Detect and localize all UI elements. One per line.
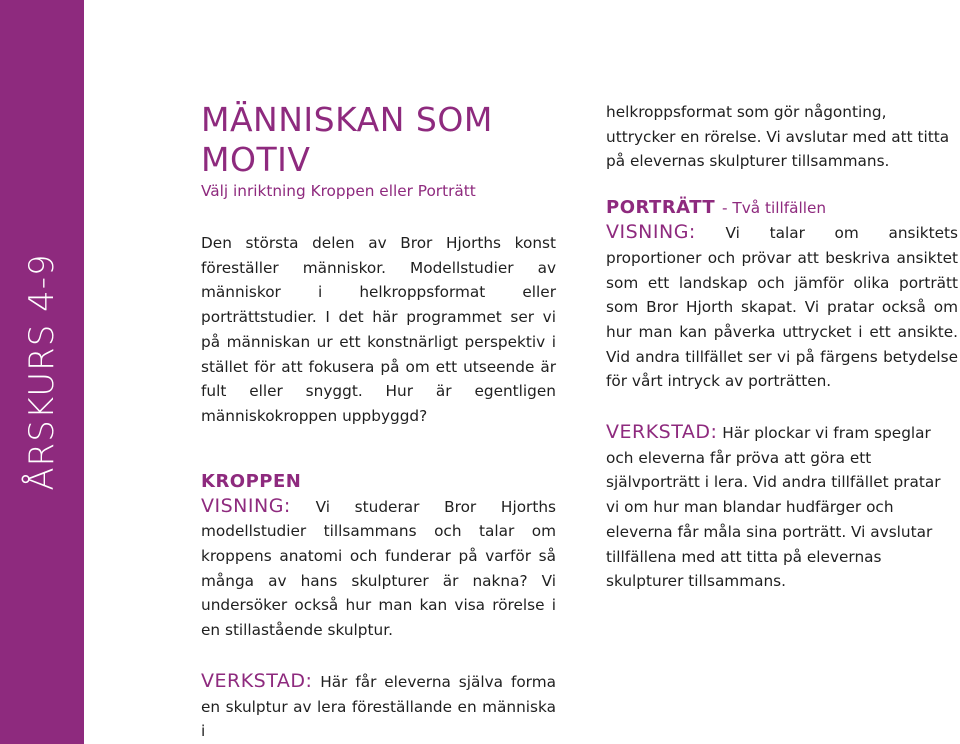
grade-label: ÅRSKURS 4-9 — [22, 253, 62, 491]
page-subtitle: Välj inriktning Kroppen eller Porträtt — [201, 182, 476, 200]
kroppen-visning-text: Vi studerar Bror Hjorths modellstudier tillsammans och talar om kroppens anatomi och funderar på varför så många av hans skulpturer är nakna? Vi undersöker också hur man kan visa rörelse i en stillastående skulptur. — [201, 497, 556, 640]
portratt-visning-paragraph — [606, 220, 958, 394]
verkstad-label: VERKSTAD: — [606, 421, 718, 444]
visning-label: VISNING: — [606, 221, 696, 244]
kroppen-verkstad-text: Här får eleverna själva forma en skulptur av lera föreställande en människa i — [201, 672, 556, 741]
kroppen-heading: KROPPEN — [201, 470, 302, 492]
visning-label: VISNING: — [201, 494, 291, 517]
portratt-verkstad-paragraph — [606, 420, 958, 594]
continued-paragraph: helkroppsformat som gör någonting, uttrycker en rörelse. Vi avslutar med att titta på elevernas skulpturer tillsammans. — [606, 103, 950, 171]
intro-paragraph: Den största delen av Bror Hjorths konst föreställer människor. Modellstudier av människor i helkroppsformat eller porträttstudier. I det här programmet ser vi på människan ur ett konstnärligt perspektiv i stället för att fokusera på om ett utseende är fult eller snyggt. Hur är egentligen människokroppen uppbyggd? — [201, 234, 556, 425]
title-line-1: MÄNNISKAN SOM — [201, 100, 493, 139]
portratt-heading-title: PORTRÄTT — [606, 197, 716, 219]
portratt-heading — [606, 196, 958, 220]
portratt-visning-text: Vi talar om ansiktets proportioner och prövar att beskriva ansiktet som ett landskap och jämför olika porträtt som Bror Hjorth skapat. Vi pratar också om hur man kan påverka uttrycket i ett ansikte. Vid andra tillfället ser vi på färgens betydelse för vårt intryck av porträtten. — [606, 224, 958, 391]
kroppen-verkstad-paragraph — [201, 669, 556, 744]
right-column — [606, 100, 958, 594]
kroppen-visning-paragraph — [201, 494, 556, 643]
left-column — [201, 100, 556, 744]
portratt-heading-sub: - Två tillfällen — [721, 199, 827, 218]
page-title — [201, 100, 556, 180]
sidebar-band — [0, 0, 84, 744]
portratt-verkstad-text: Här plockar vi fram speglar och eleverna får pröva att göra ett självporträtt i lera. Vid andra tillfället pratar vi om hur man blandar hudfärger och eleverna får måla sina porträtt. Vi avslutar tillfällena med att titta på elevernas skulpturer tillsammans. — [606, 424, 941, 591]
verkstad-label: VERKSTAD: — [201, 669, 313, 692]
title-line-2: MOTIV — [201, 140, 311, 179]
